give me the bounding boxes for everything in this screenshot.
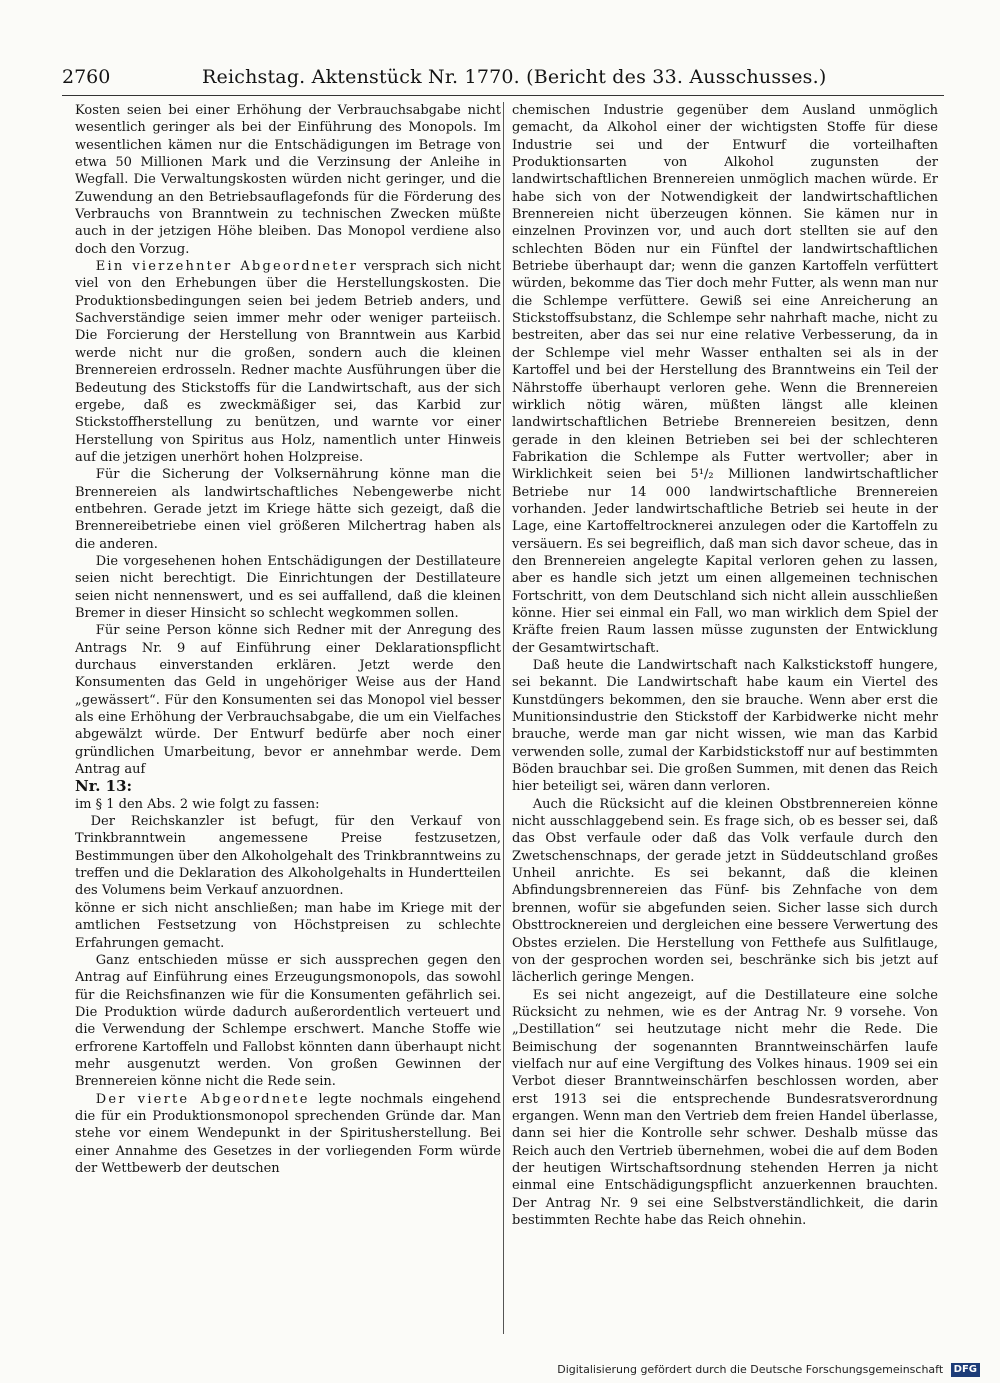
paragraph xyxy=(75,258,501,466)
paragraph: chemischen Industrie gegenüber dem Ausland unmöglich gemacht, da Alkohol einer der wichtigsten Stoffe für diese Industrie sei und der Entwurf die vorteilhaften Produktionsarten von Alkohol zugunsten der landwirtschaftlichen Brennereien unmöglich machen würde. Er habe sich von der Notwendigkeit der landwirtschaftlichen Brennereien nicht überzeugen können. Sie kämen nur in einzelnen Provinzen vor, und auch dort stellten sie auf den schlechten Böden nur ein Fünftel der landwirtschaftlichen Betriebe überhaupt dar; wenn die ganzen Kartoffeln verfüttert würden, bekomme das Tier doch mehr Futter, als wenn man nur die Schlempe verfüttere. Gewiß sei eine Anreicherung an Stickstoffsubstanz, die Schlempe sehr nahrhaft mache, nicht zu bestreiten, aber das sei nur eine relative Verbesserung, da in der Schlempe viel mehr Wasser enthalten sei als in der Kartoffel und bei der Herstellung des Branntweins ein Teil der Nährstoffe überhaupt verloren gehe. Wenn die Brennereien wirklich nötig wären, müßten längst alle kleinen landwirtschaftlichen Betriebe Brennereien besitzen, denn gerade in den kleinen Betrieben sei bei der schlechteren Fabrikation die Schlempe als Futter wertvoller; aber in Wirklichkeit seien bei 5¹/₂ Millionen landwirtschaftlicher Betriebe nur 14 000 landwirtschaftliche Brennereien vorhanden. Jeder landwirtschaftliche Betrieb sei heute in der Lage, eine Kartoffeltrocknerei anzulegen oder die Kartoffeln zu versäuern. Es sei begreiflich, daß man sich davor scheue, das in den Brennereien angelegte Kapital verloren gehen zu lassen, aber es handle sich jetzt um einen allgemeinen technischen Fortschritt, von dem Deutschland sich nicht allein ausschließen könne. Hier sei einmal ein Fall, wo man wirklich dem Spiel der Kräfte freien Raum lassen müsse zugunsten der Entwicklung der Gesamtwirtschaft. xyxy=(512,103,938,656)
column-divider xyxy=(503,102,504,1334)
paragraph: Auch die Rücksicht auf die kleinen Obstbrennereien könne nicht ausschlaggebend sein. Es frage sich, ob es besser sei, daß das Obst verfaule oder daß das Volk verfaule durch den Zwetschenschnaps, der gerade jetzt in Süddeutschland großes Unheil anrichte. Es sei bekannt, daß die kleinen Abfindungsbrennereien das Fünf- bis Zehnfache von dem brennen, wofür sie abgefunden seien. Sicher lasse sich durch Obsttrocknereien und dergleichen eine bessere Verwertung des Obstes erzielen. Die Herstellung von Fetthefe aus Sulfitlauge, von der gesprochen worden sei, beschränke sich bis jetzt auf lächerlich geringe Mengen. xyxy=(512,796,938,986)
paragraph xyxy=(75,1091,501,1178)
paragraph: Die vorgesehenen hohen Entschädigungen der Destillateure seien nicht berechtigt. Die Einrichtungen der Destillateure seien nicht nennenswert, und es sei auffallend, daß die kleinen Bremer in dieser Hinsicht so schlecht wegkommen sollen. xyxy=(75,553,501,621)
paragraph: Es sei nicht angezeigt, auf die Destillateure eine solche Rücksicht zu nehmen, wie es der Antrag Nr. 9 vorsehe. Von „Destillation“ sei heutzutage nicht mehr die Rede. Die Beimischung der sogenannten Branntweinschärfen laufe vielfach nur auf eine Vergiftung des Volkes hinaus. 1909 sei ein Verbot dieser Branntweinschärfen beschlossen worden, aber erst 1913 sei die entsprechende Bundesratsverordnung ergangen. Wenn man den Vertrieb dem freien Handel überlasse, dann sei hier die Kontrolle sehr schwer. Deshalb müsse das Reich auch den Vertrieb übernehmen, wobei die auf dem Boden der heutigen Wirtschaftsordnung stehenden Herren ja nicht einmal eine Entschädigungspflicht anzuerkennen brauchten. Der Antrag Nr. 9 sei eine Selbstverständlichkeit, die darin bestimmten Rechte habe das Reich ohnehin. xyxy=(512,987,938,1228)
paragraph-text: legte nochmals eingehend die für ein Produktionsmonopol sprechenden Gründe dar. Man stehe vor einem Wendepunkt in der Spiritusherstellung. Bei einer Annahme des Gesetzes in der vorliegenden Form würde der Wettbewerb der deutschen xyxy=(75,1091,501,1176)
speaker-name: Der vierte Abgeordnete xyxy=(95,1091,310,1107)
running-title: Reichstag. Aktenstück Nr. 1770. (Bericht des 33. Ausschusses.) xyxy=(202,66,827,88)
credit-text: Digitalisierung gefördert durch die Deutsche Forschungsgemeinschaft xyxy=(557,1363,944,1376)
left-column xyxy=(75,102,501,1338)
dfg-logo: DFG xyxy=(951,1363,980,1377)
header-rule xyxy=(62,95,944,96)
motion-intro: im § 1 den Abs. 2 wie folgt zu fassen: xyxy=(75,796,320,812)
paragraph: könne er sich nicht anschließen; man habe im Kriege mit der amtlichen Festsetzung von Höchstpreisen zu schlechte Erfahrungen gemacht. xyxy=(75,900,501,951)
motion-number: Nr. 13: xyxy=(75,777,133,796)
paragraph: Daß heute die Landwirtschaft nach Kalkstickstoff hungere, sei bekannt. Die Landwirtschaft habe kaum ein Viertel des Kunstdüngers bekommen, den sie brauche. Wenn aber erst die Munitionsindustrie den Stickstoff der Karbidwerke nicht mehr brauche, werde man gar nicht wissen, wie man das Karbid verwenden solle, zumal der Karbidstickstoff nur auf bestimmten Böden brauchbar sei. Die großen Summen, mit denen das Reich hier beteiligt sei, wären dann verloren. xyxy=(512,658,938,795)
motion-text: Der Reichskanzler ist befugt, für den Verkauf von Trinkbranntwein angemessene Preise festzusetzen, Bestimmungen über den Alkoholgehalt des Trinkbranntweins zu treffen und die Deklaration des Alkoholgehalts in Hundertteilen des Volumens beim Verkauf anzuordnen. xyxy=(75,814,501,899)
paragraph: Kosten seien bei einer Erhöhung der Verbrauchsabgabe nicht wesentlich geringer als bei der Einführung des Monopols. Im wesentlichen kämen nur die Entschädigungen im Betrage von etwa 50 Millionen Mark und die Verzinsung der Anleihe in Wegfall. Die Verwaltungskosten würden nicht geringer, und die Zuwendung an den Betriebsauflagefonds für die Förderung des Verbrauchs von Branntwein zu technischen Zwecken müßte auch in der jetzigen Höhe bleiben. Das Monopol verdiene also doch den Vorzug. xyxy=(75,103,501,257)
digitization-credit xyxy=(557,1362,980,1378)
right-column xyxy=(512,102,938,1338)
page-number: 2760 xyxy=(62,66,111,88)
paragraph-text: versprach sich nicht viel von den Erhebungen über die Herstellungskosten. Die Produktionsbedingungen seien bei jedem Betrieb anders, und Sachverständige seien immer mehr oder weniger parteiisch. Die Forcierung der Herstellung von Branntwein aus Karbid werde nicht nur die großen, sondern auch die kleinen Brennereien erdrosseln. Redner machte Ausführungen über die Bedeutung des Stickstoffs für die Landwirtschaft, aus der sich ergebe, daß es zweckmäßiger sei, das Karbid zur Stickstoffherstellung zu benützen, und warnte vor einer Herstellung von Spiritus aus Holz, namentlich unter Hinweis auf die jetzigen unerhört hohen Holzpreise. xyxy=(75,259,501,465)
paragraph: Für seine Person könne sich Redner mit der Anregung des Antrags Nr. 9 auf Einführung einer Deklarationspflicht durchaus einverstanden erklären. Jetzt werde den Konsumenten das Geld in ungehöriger Weise aus der Hand „gewässert“. Für den Konsumenten sei das Monopol viel besser als eine Erhöhung der Verbrauchsabgabe, die um ein Vielfaches abgewälzt würde. Der Entwurf bedürfe aber noch einer gründlichen Umarbeitung, bevor er annehmbar werde. Dem Antrag auf xyxy=(75,623,501,778)
paragraph: Für die Sicherung der Volksernährung könne man die Brennereien als landwirtschaftliches Nebengewerbe nicht entbehren. Gerade jetzt im Kriege hätte sich gezeigt, daß die Brennereibetriebe einen viel größeren Milchertrag haben als die anderen. xyxy=(75,467,501,552)
speaker-name: Ein vierzehnter Abgeordneter xyxy=(95,259,359,275)
paragraph: Ganz entschieden müsse er sich aussprechen gegen den Antrag auf Einführung eines Erzeugungsmonopols, das sowohl für die Reichsfinanzen wie für die Konsumenten gefährlich sei. Die Produktion würde dadurch außerordentlich verteuert und die Verwendung der Schlempe erschwert. Manche Stoffe wie erfrorene Kartoffeln und Fallobst könnten dann überhaupt nicht mehr ausgenutzt werden. Von großen Gewinnen der Brennereien könne nicht die Rede sein. xyxy=(75,952,501,1090)
page-header xyxy=(62,64,944,90)
